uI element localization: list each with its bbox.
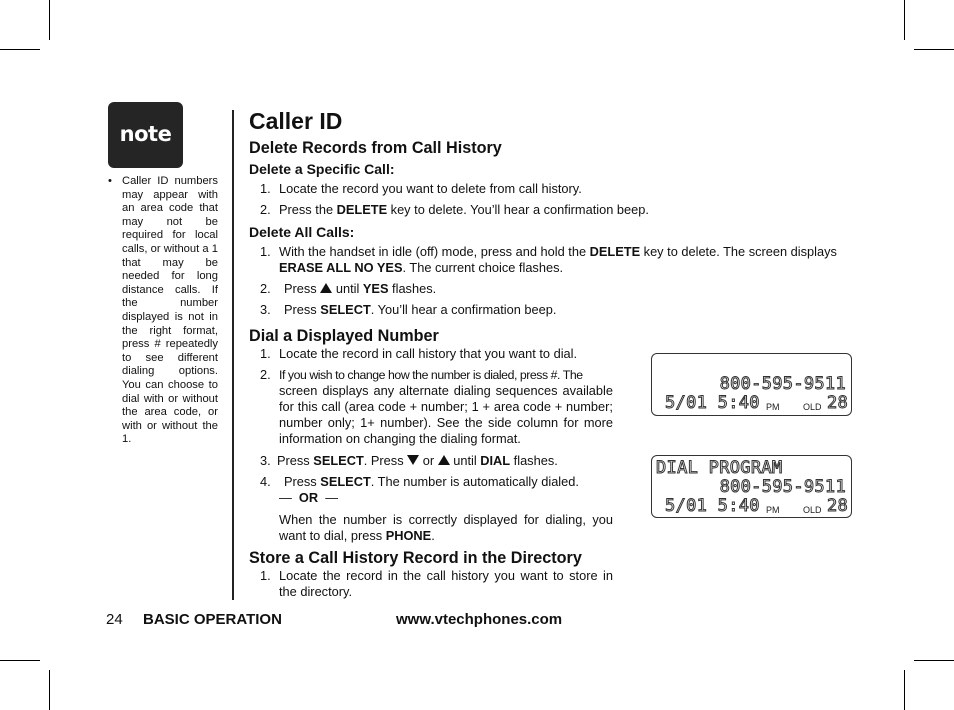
step-dial-2: If you wish to change how the number is dialed, press #. The screen displays any alternate dialing sequences available for this call (area code + number; 1 + area code + number; number only; 1+ number). See the side column for more information on changing the dialing format. [279, 368, 613, 446]
footer-section-title: BASIC OPERATION [143, 611, 282, 628]
step-dial-3: Press SELECT. Press or until DIAL flashes. [277, 453, 558, 468]
crop-mark [904, 670, 905, 710]
lcd-old-label: OLD [803, 402, 822, 412]
step-number: 1. [260, 568, 271, 583]
page-title: Caller ID [249, 108, 343, 134]
lcd-datetime: 5/01 5:40 [665, 393, 760, 413]
lcd-phone-number: 800-595-9511 [719, 477, 846, 497]
bullet-icon: • [108, 175, 112, 187]
step-number: 2. [260, 281, 271, 296]
subheading-delete-all: Delete All Calls: [249, 224, 355, 240]
crop-mark [49, 670, 50, 710]
section-heading-dial-number: Dial a Displayed Number [249, 327, 439, 345]
step-store-1: Locate the record in the call history you want to store in the directory. [279, 568, 613, 599]
section-heading-delete-records: Delete Records from Call History [249, 139, 502, 157]
footer-url: www.vtechphones.com [396, 611, 563, 628]
lcd-count: 28 [827, 496, 849, 516]
lcd-screen-dial-program [651, 455, 852, 518]
step-number: 1. [260, 244, 271, 259]
step-delete-all-1: With the handset in idle (off) mode, press and hold the DELETE key to delete. The screen displays ERASE ALL NO YES. The current choice flashes. [279, 244, 837, 275]
column-divider [232, 110, 234, 600]
step-number: 3. [260, 453, 271, 468]
crop-mark [914, 660, 954, 661]
step-delete-specific-1: Locate the record you want to delete from call history. [279, 181, 582, 196]
step-number: 2. [260, 367, 271, 382]
crop-mark [49, 0, 50, 40]
down-arrow-icon [407, 455, 419, 465]
subheading-delete-specific: Delete a Specific Call: [249, 161, 395, 177]
step-number: 1. [260, 346, 271, 361]
step-number: 2. [260, 202, 271, 217]
step-delete-all-3: Press SELECT. You’ll hear a confirmation beep. [284, 302, 557, 317]
lcd-count: 28 [827, 393, 849, 413]
crop-mark [914, 49, 954, 50]
lcd-ampm: PM [766, 505, 780, 515]
section-heading-store-record: Store a Call History Record in the Directory [249, 549, 582, 567]
or-separator: — OR — [279, 490, 339, 505]
note-badge: note [108, 102, 183, 168]
up-arrow-icon [438, 455, 450, 465]
crop-mark [0, 660, 40, 661]
side-note-text: Caller ID numbers may appear with an area code that may not be required for local calls, or without a 1 that may be needed for long distance calls. If the number displayed is not in the right format, press # repeatedly to see different dialing options. You can choose to dial with or without the area code, or with or without the 1. [122, 175, 218, 446]
step-delete-specific-2: Press the DELETE key to delete. You’ll hear a confirmation beep. [279, 202, 649, 217]
crop-mark [0, 49, 40, 50]
step-number: 1. [260, 181, 271, 196]
lcd-ampm: PM [766, 402, 780, 412]
step-dial-4: Press SELECT. The number is automatically dialed. [284, 474, 579, 489]
dial-phone-paragraph: When the number is correctly displayed for dialing, you want to dial, press PHONE. [279, 512, 613, 543]
crop-mark [904, 0, 905, 40]
side-note [106, 175, 218, 447]
lcd-dial-program: DIAL PROGRAM [656, 458, 783, 478]
up-arrow-icon [320, 283, 332, 293]
lcd-datetime: 5/01 5:40 [665, 496, 760, 516]
step-delete-all-2: Press until YES flashes. [284, 281, 437, 296]
lcd-screen-caller-record [651, 353, 852, 416]
step-dial-1: Locate the record in call history that you want to dial. [279, 346, 578, 361]
lcd-old-label: OLD [803, 505, 822, 515]
step-number: 4. [260, 474, 271, 489]
lcd-phone-number: 800-595-9511 [719, 374, 846, 394]
step-number: 3. [260, 302, 271, 317]
page-number: 24 [106, 611, 123, 628]
